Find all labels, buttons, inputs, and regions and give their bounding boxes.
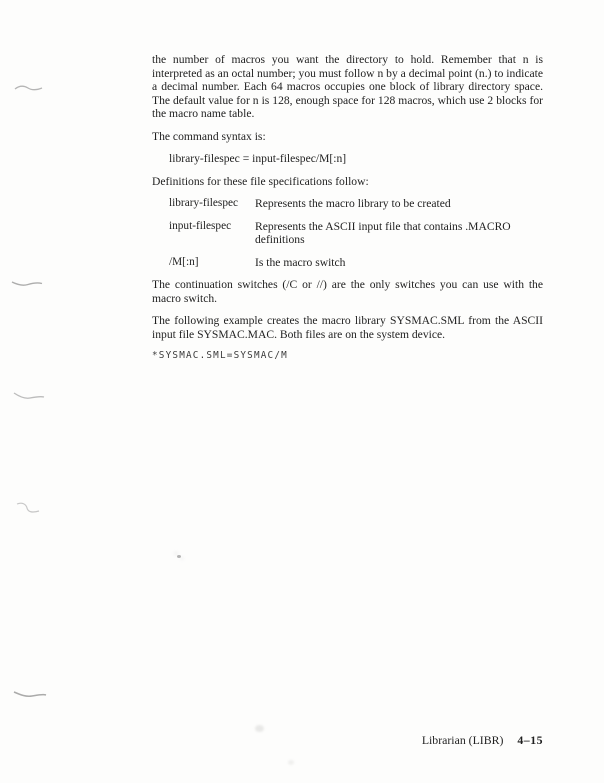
margin-squiggle-mark <box>15 501 41 517</box>
margin-squiggle-mark <box>13 389 45 403</box>
scan-speck <box>177 555 181 558</box>
footer-chapter-title: Librarian (LIBR) <box>421 733 504 747</box>
definition-row <box>152 256 543 270</box>
body-paragraph-continuation: The continuation switches (/C or //) are the only switches you can use with the macro switch. <box>152 278 543 305</box>
page-footer <box>152 733 543 747</box>
definition-term: input-filespec <box>169 219 232 232</box>
footer-page-number: 4–15 <box>517 733 543 747</box>
command-syntax-line: library-filespec = input-filespec/M[:n] <box>169 152 347 165</box>
scan-speck <box>255 725 264 732</box>
margin-squiggle-mark <box>13 687 47 701</box>
definitions-heading: Definitions for these file specifications follow: <box>152 174 369 188</box>
margin-squiggle-mark <box>11 277 43 289</box>
definition-row <box>152 197 543 211</box>
scan-speck <box>288 760 294 765</box>
example-command-line: *SYSMAC.SML=SYSMAC/M <box>152 350 288 361</box>
page-content <box>152 53 543 362</box>
body-paragraph-example-intro: The following example creates the macro library SYSMAC.SML from the ASCII input file SYSMAC.MAC. Both files are on the system device. <box>152 314 543 341</box>
command-syntax-heading: The command syntax is: <box>152 129 266 143</box>
body-paragraph-macros: the number of macros you want the directory to hold. Remember that n is interpreted as an octal number; you must follow n by a decimal point (n.) to indicate a decimal number. Each 64 macros occupies one block of library directory space. The default value for n is 128, enough space for 128 macros, which use 2 blocks for the macro name table. <box>152 53 543 120</box>
definition-description: Is the macro switch <box>255 255 346 269</box>
definition-term: /M[:n] <box>169 255 199 268</box>
definition-row <box>152 220 543 247</box>
definition-term: library-filespec <box>169 197 239 209</box>
margin-squiggle-mark <box>14 82 44 94</box>
definition-description: Represents the macro library to be created <box>255 197 451 210</box>
definition-description: Represents the ASCII input file that contains .MACRO definitions <box>255 219 511 246</box>
